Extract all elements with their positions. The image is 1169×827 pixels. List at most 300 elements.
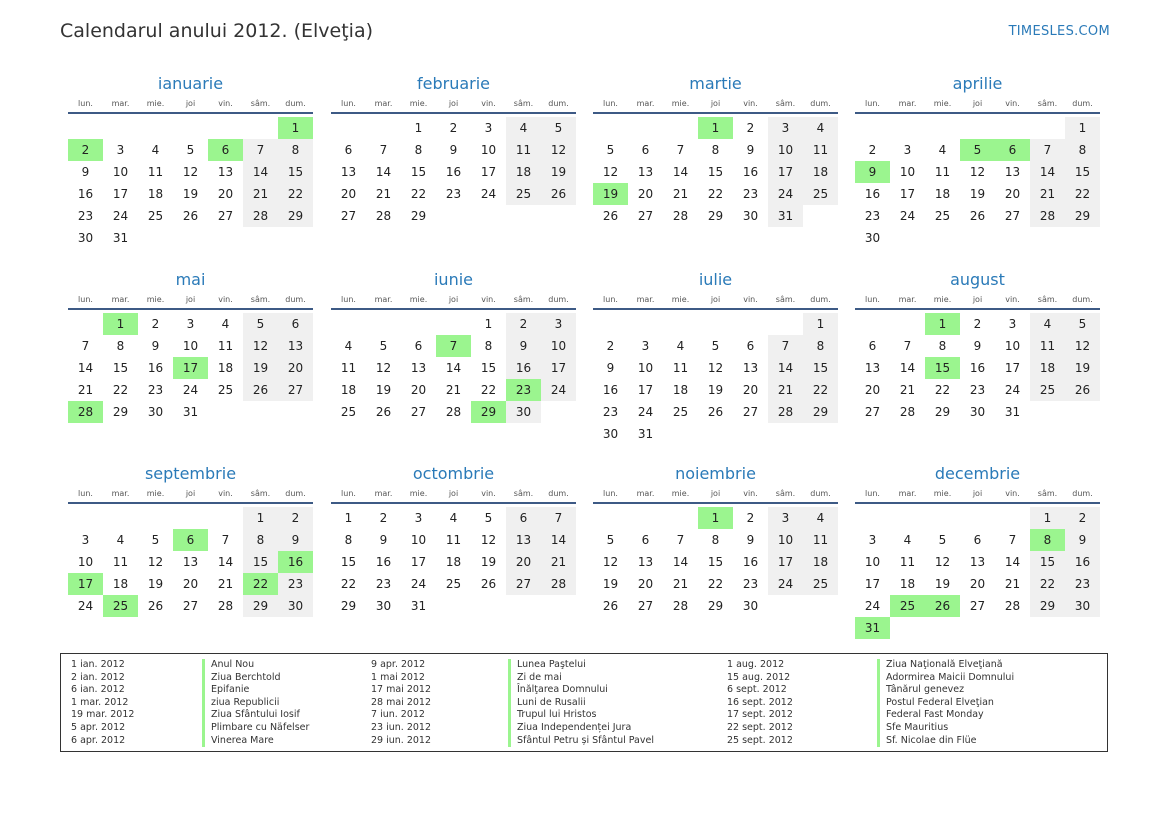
day-cell[interactable]: 12 xyxy=(707,361,724,375)
day-cell[interactable]: 2 xyxy=(1065,507,1100,529)
holiday-day-cell[interactable]: 1 xyxy=(925,313,960,335)
day-cell[interactable]: 2 xyxy=(746,511,755,525)
day-cell[interactable]: 31 xyxy=(768,205,803,227)
day-cell[interactable]: 22 xyxy=(410,187,427,201)
day-cell[interactable]: 15 xyxy=(707,165,724,179)
day-cell[interactable]: 14 xyxy=(243,161,278,183)
day-cell[interactable]: 17 xyxy=(637,383,654,397)
holiday-day-cell[interactable]: 17 xyxy=(68,573,103,595)
day-cell[interactable]: 15 xyxy=(340,555,357,569)
day-cell[interactable]: 8 xyxy=(243,529,278,551)
day-cell[interactable]: 16 xyxy=(864,187,881,201)
day-cell[interactable]: 21 xyxy=(768,379,803,401)
day-cell[interactable]: 25 xyxy=(340,405,357,419)
day-cell[interactable]: 4 xyxy=(938,143,947,157)
day-cell[interactable]: 22 xyxy=(112,383,129,397)
day-cell[interactable]: 20 xyxy=(182,577,199,591)
day-cell[interactable]: 27 xyxy=(506,573,541,595)
day-cell[interactable]: 3 xyxy=(541,313,576,335)
day-cell[interactable]: 20 xyxy=(637,187,654,201)
day-cell[interactable]: 21 xyxy=(445,383,462,397)
day-cell[interactable]: 27 xyxy=(637,209,654,223)
day-cell[interactable]: 12 xyxy=(147,555,164,569)
day-cell[interactable]: 29 xyxy=(1065,205,1100,227)
day-cell[interactable]: 27 xyxy=(410,405,427,419)
holiday-day-cell[interactable]: 19 xyxy=(593,183,628,205)
day-cell[interactable]: 17 xyxy=(410,555,427,569)
day-cell[interactable]: 7 xyxy=(379,143,388,157)
day-cell[interactable]: 14 xyxy=(768,357,803,379)
day-cell[interactable]: 8 xyxy=(938,339,947,353)
day-cell[interactable]: 15 xyxy=(1030,551,1065,573)
day-cell[interactable]: 10 xyxy=(637,361,654,375)
holiday-day-cell[interactable]: 2 xyxy=(68,139,103,161)
day-cell[interactable]: 14 xyxy=(1030,161,1065,183)
holiday-day-cell[interactable]: 31 xyxy=(855,617,890,639)
day-cell[interactable]: 30 xyxy=(742,599,759,613)
day-cell[interactable]: 13 xyxy=(182,555,199,569)
day-cell[interactable]: 24 xyxy=(541,379,576,401)
day-cell[interactable]: 20 xyxy=(637,577,654,591)
day-cell[interactable]: 14 xyxy=(1004,555,1021,569)
day-cell[interactable]: 2 xyxy=(278,507,313,529)
holiday-day-cell[interactable]: 6 xyxy=(995,139,1030,161)
day-cell[interactable]: 17 xyxy=(768,551,803,573)
day-cell[interactable]: 29 xyxy=(707,599,724,613)
day-cell[interactable]: 22 xyxy=(803,379,838,401)
day-cell[interactable]: 19 xyxy=(1065,357,1100,379)
day-cell[interactable]: 11 xyxy=(803,529,838,551)
day-cell[interactable]: 30 xyxy=(864,231,881,245)
day-cell[interactable]: 18 xyxy=(1030,357,1065,379)
day-cell[interactable]: 11 xyxy=(1030,335,1065,357)
day-cell[interactable]: 29 xyxy=(803,401,838,423)
day-cell[interactable]: 30 xyxy=(742,209,759,223)
day-cell[interactable]: 10 xyxy=(182,339,199,353)
day-cell[interactable]: 9 xyxy=(746,143,755,157)
day-cell[interactable]: 11 xyxy=(340,361,357,375)
day-cell[interactable]: 5 xyxy=(151,533,160,547)
day-cell[interactable]: 19 xyxy=(602,577,619,591)
holiday-day-cell[interactable]: 17 xyxy=(173,357,208,379)
day-cell[interactable]: 3 xyxy=(868,533,877,547)
day-cell[interactable]: 13 xyxy=(969,555,986,569)
day-cell[interactable]: 19 xyxy=(707,383,724,397)
day-cell[interactable]: 11 xyxy=(899,555,916,569)
day-cell[interactable]: 5 xyxy=(711,339,720,353)
day-cell[interactable]: 3 xyxy=(116,143,125,157)
day-cell[interactable]: 22 xyxy=(1030,573,1065,595)
day-cell[interactable]: 28 xyxy=(541,573,576,595)
day-cell[interactable]: 23 xyxy=(147,383,164,397)
day-cell[interactable]: 16 xyxy=(506,357,541,379)
day-cell[interactable]: 9 xyxy=(1065,529,1100,551)
day-cell[interactable]: 15 xyxy=(410,165,427,179)
holiday-day-cell[interactable]: 1 xyxy=(698,507,733,529)
holiday-day-cell[interactable]: 1 xyxy=(278,117,313,139)
day-cell[interactable]: 1 xyxy=(243,507,278,529)
day-cell[interactable]: 9 xyxy=(151,339,160,353)
day-cell[interactable]: 14 xyxy=(672,555,689,569)
day-cell[interactable]: 28 xyxy=(1030,205,1065,227)
day-cell[interactable]: 19 xyxy=(375,383,392,397)
holiday-day-cell[interactable]: 26 xyxy=(925,595,960,617)
day-cell[interactable]: 10 xyxy=(768,529,803,551)
day-cell[interactable]: 7 xyxy=(243,139,278,161)
day-cell[interactable]: 12 xyxy=(480,533,497,547)
day-cell[interactable]: 19 xyxy=(480,555,497,569)
day-cell[interactable]: 30 xyxy=(1065,595,1100,617)
day-cell[interactable]: 30 xyxy=(147,405,164,419)
day-cell[interactable]: 29 xyxy=(1030,595,1065,617)
day-cell[interactable]: 12 xyxy=(375,361,392,375)
day-cell[interactable]: 22 xyxy=(480,383,497,397)
day-cell[interactable]: 23 xyxy=(742,577,759,591)
day-cell[interactable]: 26 xyxy=(541,183,576,205)
day-cell[interactable]: 12 xyxy=(934,555,951,569)
day-cell[interactable]: 26 xyxy=(1065,379,1100,401)
day-cell[interactable]: 28 xyxy=(217,599,234,613)
holiday-day-cell[interactable]: 22 xyxy=(243,573,278,595)
day-cell[interactable]: 29 xyxy=(934,405,951,419)
day-cell[interactable]: 28 xyxy=(768,401,803,423)
day-cell[interactable]: 14 xyxy=(541,529,576,551)
day-cell[interactable]: 4 xyxy=(221,317,230,331)
day-cell[interactable]: 25 xyxy=(147,209,164,223)
day-cell[interactable]: 5 xyxy=(938,533,947,547)
day-cell[interactable]: 24 xyxy=(768,573,803,595)
day-cell[interactable]: 10 xyxy=(77,555,94,569)
day-cell[interactable]: 9 xyxy=(506,335,541,357)
day-cell[interactable]: 4 xyxy=(116,533,125,547)
day-cell[interactable]: 18 xyxy=(934,187,951,201)
day-cell[interactable]: 28 xyxy=(445,405,462,419)
day-cell[interactable]: 22 xyxy=(340,577,357,591)
day-cell[interactable]: 7 xyxy=(903,339,912,353)
holiday-day-cell[interactable]: 7 xyxy=(436,335,471,357)
day-cell[interactable]: 25 xyxy=(1030,379,1065,401)
day-cell[interactable]: 8 xyxy=(711,143,720,157)
day-cell[interactable]: 9 xyxy=(278,529,313,551)
day-cell[interactable]: 20 xyxy=(340,187,357,201)
day-cell[interactable]: 2 xyxy=(868,143,877,157)
day-cell[interactable]: 10 xyxy=(899,165,916,179)
day-cell[interactable]: 10 xyxy=(864,555,881,569)
day-cell[interactable]: 3 xyxy=(81,533,90,547)
day-cell[interactable]: 4 xyxy=(344,339,353,353)
day-cell[interactable]: 3 xyxy=(484,121,493,135)
day-cell[interactable]: 4 xyxy=(1030,313,1065,335)
day-cell[interactable]: 23 xyxy=(742,187,759,201)
day-cell[interactable]: 1 xyxy=(1030,507,1065,529)
day-cell[interactable]: 16 xyxy=(742,555,759,569)
day-cell[interactable]: 23 xyxy=(1065,573,1100,595)
holiday-day-cell[interactable]: 1 xyxy=(103,313,138,335)
holiday-day-cell[interactable]: 28 xyxy=(68,401,103,423)
day-cell[interactable]: 6 xyxy=(414,339,423,353)
day-cell[interactable]: 15 xyxy=(112,361,129,375)
day-cell[interactable]: 24 xyxy=(637,405,654,419)
day-cell[interactable]: 5 xyxy=(243,313,278,335)
day-cell[interactable]: 17 xyxy=(112,187,129,201)
day-cell[interactable]: 24 xyxy=(182,383,199,397)
day-cell[interactable]: 12 xyxy=(1065,335,1100,357)
day-cell[interactable]: 12 xyxy=(182,165,199,179)
day-cell[interactable]: 8 xyxy=(484,339,493,353)
day-cell[interactable]: 4 xyxy=(903,533,912,547)
day-cell[interactable]: 19 xyxy=(147,577,164,591)
day-cell[interactable]: 18 xyxy=(217,361,234,375)
day-cell[interactable]: 20 xyxy=(506,551,541,573)
day-cell[interactable]: 18 xyxy=(672,383,689,397)
day-cell[interactable]: 22 xyxy=(278,183,313,205)
day-cell[interactable]: 24 xyxy=(1004,383,1021,397)
day-cell[interactable]: 16 xyxy=(147,361,164,375)
day-cell[interactable]: 27 xyxy=(742,405,759,419)
day-cell[interactable]: 1 xyxy=(1065,117,1100,139)
day-cell[interactable]: 18 xyxy=(899,577,916,591)
day-cell[interactable]: 5 xyxy=(1065,313,1100,335)
day-cell[interactable]: 5 xyxy=(606,143,615,157)
day-cell[interactable]: 31 xyxy=(182,405,199,419)
day-cell[interactable]: 16 xyxy=(375,555,392,569)
day-cell[interactable]: 11 xyxy=(506,139,541,161)
day-cell[interactable]: 6 xyxy=(746,339,755,353)
day-cell[interactable]: 21 xyxy=(1004,577,1021,591)
day-cell[interactable]: 16 xyxy=(742,165,759,179)
day-cell[interactable]: 13 xyxy=(278,335,313,357)
day-cell[interactable]: 20 xyxy=(969,577,986,591)
day-cell[interactable]: 7 xyxy=(676,533,685,547)
day-cell[interactable]: 24 xyxy=(768,183,803,205)
day-cell[interactable]: 26 xyxy=(707,405,724,419)
day-cell[interactable]: 23 xyxy=(969,383,986,397)
day-cell[interactable]: 16 xyxy=(445,165,462,179)
day-cell[interactable]: 31 xyxy=(637,427,654,441)
day-cell[interactable]: 29 xyxy=(243,595,278,617)
day-cell[interactable]: 14 xyxy=(217,555,234,569)
day-cell[interactable]: 28 xyxy=(1004,599,1021,613)
day-cell[interactable]: 9 xyxy=(379,533,388,547)
day-cell[interactable]: 2 xyxy=(973,317,982,331)
day-cell[interactable]: 19 xyxy=(243,357,278,379)
day-cell[interactable]: 21 xyxy=(243,183,278,205)
day-cell[interactable]: 19 xyxy=(969,187,986,201)
day-cell[interactable]: 18 xyxy=(340,383,357,397)
day-cell[interactable]: 8 xyxy=(711,533,720,547)
day-cell[interactable]: 16 xyxy=(602,383,619,397)
day-cell[interactable]: 23 xyxy=(278,573,313,595)
day-cell[interactable]: 3 xyxy=(186,317,195,331)
day-cell[interactable]: 12 xyxy=(602,555,619,569)
day-cell[interactable]: 7 xyxy=(1030,139,1065,161)
day-cell[interactable]: 15 xyxy=(707,555,724,569)
day-cell[interactable]: 17 xyxy=(864,577,881,591)
day-cell[interactable]: 5 xyxy=(379,339,388,353)
day-cell[interactable]: 30 xyxy=(506,401,541,423)
day-cell[interactable]: 2 xyxy=(746,121,755,135)
day-cell[interactable]: 3 xyxy=(903,143,912,157)
day-cell[interactable]: 26 xyxy=(147,599,164,613)
day-cell[interactable]: 13 xyxy=(742,361,759,375)
day-cell[interactable]: 31 xyxy=(1004,405,1021,419)
day-cell[interactable]: 14 xyxy=(375,165,392,179)
day-cell[interactable]: 3 xyxy=(768,117,803,139)
day-cell[interactable]: 27 xyxy=(182,599,199,613)
day-cell[interactable]: 22 xyxy=(707,187,724,201)
day-cell[interactable]: 20 xyxy=(742,383,759,397)
day-cell[interactable]: 8 xyxy=(278,139,313,161)
day-cell[interactable]: 31 xyxy=(112,231,129,245)
day-cell[interactable]: 26 xyxy=(375,405,392,419)
day-cell[interactable]: 13 xyxy=(637,165,654,179)
day-cell[interactable]: 11 xyxy=(217,339,234,353)
day-cell[interactable]: 26 xyxy=(480,577,497,591)
day-cell[interactable]: 25 xyxy=(803,573,838,595)
day-cell[interactable]: 17 xyxy=(899,187,916,201)
day-cell[interactable]: 8 xyxy=(344,533,353,547)
day-cell[interactable]: 19 xyxy=(541,161,576,183)
day-cell[interactable]: 28 xyxy=(672,209,689,223)
day-cell[interactable]: 25 xyxy=(672,405,689,419)
day-cell[interactable]: 26 xyxy=(243,379,278,401)
day-cell[interactable]: 24 xyxy=(410,577,427,591)
day-cell[interactable]: 15 xyxy=(803,357,838,379)
day-cell[interactable]: 16 xyxy=(77,187,94,201)
day-cell[interactable]: 2 xyxy=(449,121,458,135)
day-cell[interactable]: 13 xyxy=(1004,165,1021,179)
holiday-day-cell[interactable]: 23 xyxy=(506,379,541,401)
day-cell[interactable]: 15 xyxy=(243,551,278,573)
day-cell[interactable]: 27 xyxy=(278,379,313,401)
day-cell[interactable]: 18 xyxy=(112,577,129,591)
day-cell[interactable]: 11 xyxy=(147,165,164,179)
day-cell[interactable]: 16 xyxy=(1065,551,1100,573)
day-cell[interactable]: 5 xyxy=(484,511,493,525)
day-cell[interactable]: 6 xyxy=(278,313,313,335)
day-cell[interactable]: 9 xyxy=(81,165,90,179)
day-cell[interactable]: 20 xyxy=(1004,187,1021,201)
day-cell[interactable]: 2 xyxy=(606,339,615,353)
day-cell[interactable]: 6 xyxy=(868,339,877,353)
day-cell[interactable]: 23 xyxy=(602,405,619,419)
day-cell[interactable]: 13 xyxy=(506,529,541,551)
day-cell[interactable]: 17 xyxy=(768,161,803,183)
day-cell[interactable]: 16 xyxy=(969,361,986,375)
day-cell[interactable]: 10 xyxy=(1004,339,1021,353)
day-cell[interactable]: 27 xyxy=(340,209,357,223)
day-cell[interactable]: 9 xyxy=(606,361,615,375)
holiday-day-cell[interactable]: 29 xyxy=(471,401,506,423)
day-cell[interactable]: 23 xyxy=(77,209,94,223)
day-cell[interactable]: 3 xyxy=(414,511,423,525)
day-cell[interactable]: 19 xyxy=(934,577,951,591)
day-cell[interactable]: 25 xyxy=(934,209,951,223)
holiday-day-cell[interactable]: 9 xyxy=(855,161,890,183)
day-cell[interactable]: 15 xyxy=(480,361,497,375)
day-cell[interactable]: 3 xyxy=(641,339,650,353)
day-cell[interactable]: 20 xyxy=(864,383,881,397)
day-cell[interactable]: 22 xyxy=(934,383,951,397)
day-cell[interactable]: 31 xyxy=(410,599,427,613)
day-cell[interactable]: 1 xyxy=(414,121,423,135)
day-cell[interactable]: 23 xyxy=(445,187,462,201)
day-cell[interactable]: 8 xyxy=(803,335,838,357)
day-cell[interactable]: 15 xyxy=(1065,161,1100,183)
day-cell[interactable]: 7 xyxy=(676,143,685,157)
day-cell[interactable]: 29 xyxy=(340,599,357,613)
day-cell[interactable]: 28 xyxy=(243,205,278,227)
day-cell[interactable]: 24 xyxy=(864,599,881,613)
day-cell[interactable]: 8 xyxy=(414,143,423,157)
day-cell[interactable]: 27 xyxy=(969,599,986,613)
day-cell[interactable]: 2 xyxy=(379,511,388,525)
day-cell[interactable]: 21 xyxy=(672,187,689,201)
day-cell[interactable]: 27 xyxy=(864,405,881,419)
day-cell[interactable]: 27 xyxy=(637,599,654,613)
day-cell[interactable]: 10 xyxy=(768,139,803,161)
day-cell[interactable]: 11 xyxy=(803,139,838,161)
day-cell[interactable]: 26 xyxy=(182,209,199,223)
day-cell[interactable]: 11 xyxy=(672,361,689,375)
holiday-day-cell[interactable]: 6 xyxy=(208,139,243,161)
day-cell[interactable]: 9 xyxy=(449,143,458,157)
day-cell[interactable]: 24 xyxy=(899,209,916,223)
day-cell[interactable]: 17 xyxy=(541,357,576,379)
day-cell[interactable]: 10 xyxy=(112,165,129,179)
day-cell[interactable]: 21 xyxy=(77,383,94,397)
day-cell[interactable]: 24 xyxy=(77,599,94,613)
day-cell[interactable]: 6 xyxy=(641,143,650,157)
day-cell[interactable]: 10 xyxy=(541,335,576,357)
day-cell[interactable]: 29 xyxy=(112,405,129,419)
holiday-day-cell[interactable]: 25 xyxy=(890,595,925,617)
day-cell[interactable]: 30 xyxy=(278,595,313,617)
day-cell[interactable]: 5 xyxy=(541,117,576,139)
day-cell[interactable]: 20 xyxy=(217,187,234,201)
day-cell[interactable]: 22 xyxy=(1065,183,1100,205)
day-cell[interactable]: 24 xyxy=(112,209,129,223)
day-cell[interactable]: 18 xyxy=(506,161,541,183)
day-cell[interactable]: 5 xyxy=(186,143,195,157)
day-cell[interactable]: 7 xyxy=(768,335,803,357)
day-cell[interactable]: 14 xyxy=(899,361,916,375)
day-cell[interactable]: 11 xyxy=(112,555,129,569)
day-cell[interactable]: 21 xyxy=(541,551,576,573)
day-cell[interactable]: 25 xyxy=(803,183,838,205)
day-cell[interactable]: 6 xyxy=(973,533,982,547)
holiday-day-cell[interactable]: 8 xyxy=(1030,529,1065,551)
day-cell[interactable]: 26 xyxy=(602,599,619,613)
day-cell[interactable]: 6 xyxy=(344,143,353,157)
day-cell[interactable]: 30 xyxy=(77,231,94,245)
day-cell[interactable]: 17 xyxy=(1004,361,1021,375)
day-cell[interactable]: 27 xyxy=(217,209,234,223)
day-cell[interactable]: 20 xyxy=(278,357,313,379)
day-cell[interactable]: 2 xyxy=(506,313,541,335)
day-cell[interactable]: 1 xyxy=(803,313,838,335)
day-cell[interactable]: 5 xyxy=(606,533,615,547)
day-cell[interactable]: 4 xyxy=(803,507,838,529)
day-cell[interactable]: 25 xyxy=(506,183,541,205)
day-cell[interactable]: 19 xyxy=(182,187,199,201)
day-cell[interactable]: 12 xyxy=(602,165,619,179)
day-cell[interactable]: 26 xyxy=(602,209,619,223)
day-cell[interactable]: 7 xyxy=(81,339,90,353)
day-cell[interactable]: 8 xyxy=(1065,139,1100,161)
day-cell[interactable]: 24 xyxy=(480,187,497,201)
day-cell[interactable]: 28 xyxy=(899,405,916,419)
